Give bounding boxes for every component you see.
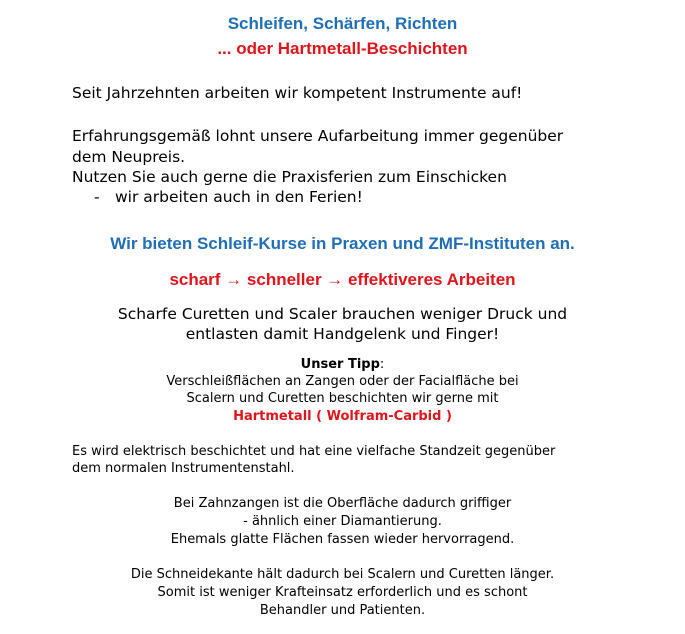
edge-text: Die Schneidekante hält dadurch bei Scalern und Curetten länger. xyxy=(130,567,555,582)
forceps-text: Bei Zahnzangen ist die Oberfläche dadurch griffiger xyxy=(173,496,512,511)
benefit-text: entlasten damit Handgelenk und Finger! xyxy=(185,325,500,343)
tip-heading xyxy=(0,357,685,372)
tip-text: Scalern und Curetten beschichten wir gerne mit xyxy=(186,391,499,406)
edge-text: Behandler und Patienten. xyxy=(259,603,426,618)
bullet-marker: - xyxy=(94,188,100,206)
tip-text: Verschleißflächen an Zangen oder der Facialfläche bei xyxy=(166,374,519,389)
coating-text: Es wird elektrisch beschichtet und hat eine vielfache Standzeit gegenüber xyxy=(72,444,556,459)
intro-text: Erfahrungsgemäß lohnt unsere Aufarbeitung immer gegenüber xyxy=(72,127,564,145)
tip-material: Hartmetall ( Wolfram-Carbid ) xyxy=(233,409,452,424)
slogan: scharf → schneller → effektiveres Arbeiten xyxy=(169,270,516,289)
page-title: Schleifen, Schärfen, Richten xyxy=(227,14,458,33)
intro-text: dem Neupreis. xyxy=(72,148,186,166)
intro-text: Seit Jahrzehnten arbeiten wir kompetent Instrumente auf! xyxy=(72,84,523,102)
tip-label-colon: : xyxy=(379,357,385,372)
forceps-text: Ehemals glatte Flächen fassen wieder hervorragend. xyxy=(170,532,515,547)
forceps-text: - ähnlich einer Diamantierung. xyxy=(243,514,442,529)
bullet-text: wir arbeiten auch in den Ferien! xyxy=(115,188,363,206)
edge-text: Somit ist weniger Krafteinsatz erforderlich und es schont xyxy=(157,585,528,600)
courses-headline: Wir bieten Schleif-Kurse in Praxen und ZMF-Instituten an. xyxy=(110,234,575,253)
benefit-text: Scharfe Curetten und Scaler brauchen weniger Druck und xyxy=(117,305,568,323)
page-subtitle: ... oder Hartmetall-Beschichten xyxy=(217,39,468,58)
intro-text: Nutzen Sie auch gerne die Praxisferien zum Einschicken xyxy=(72,168,507,186)
tip-label: Unser Tipp xyxy=(300,357,380,372)
coating-text: dem normalen Instrumentenstahl. xyxy=(72,461,295,476)
